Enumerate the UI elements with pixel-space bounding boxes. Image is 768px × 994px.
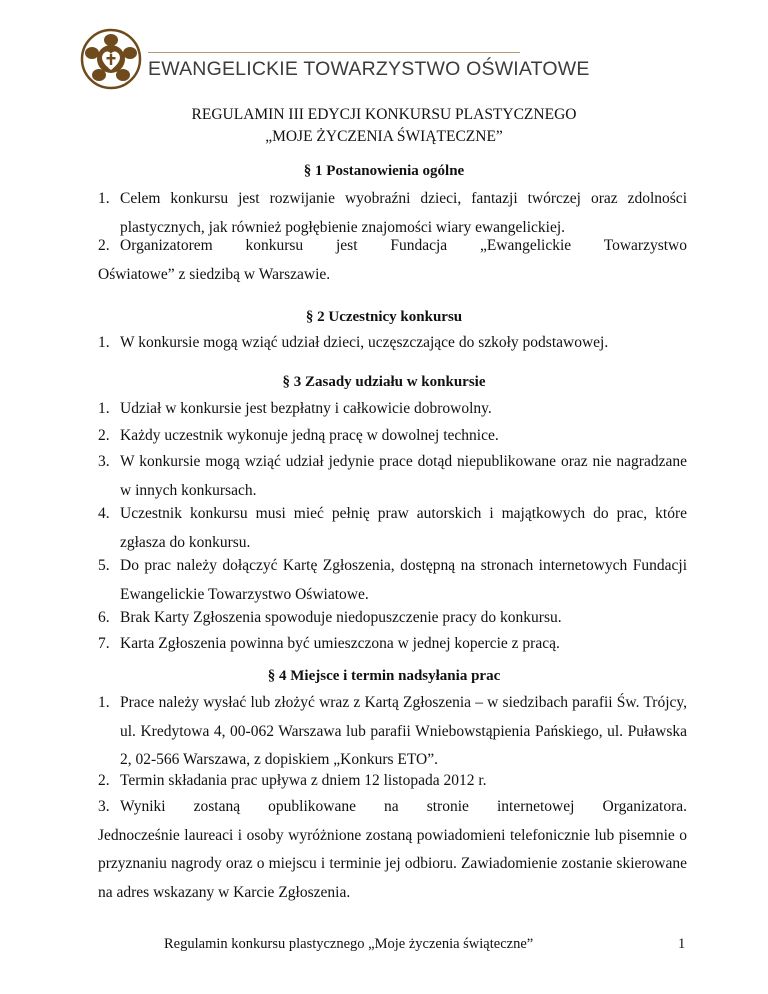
- list-item: [98, 767, 687, 796]
- document-title-line1: REGULAMIN III EDYCJI KONKURSU PLASTYCZNEGO: [191, 106, 577, 123]
- item-text: Udział w konkursie jest bezpłatny i całkowicie dobrowolny.: [120, 400, 492, 417]
- footer-text: Regulamin konkursu plastycznego „Moje życzenia świąteczne”: [164, 936, 534, 952]
- item-number: 2.: [98, 427, 110, 444]
- section-heading: § 1 Postanowienia ogólne: [303, 163, 465, 179]
- item-number: 5.: [98, 557, 110, 574]
- list-item: [98, 689, 687, 775]
- item-text: Uczestnik konkursu musi mieć pełnię praw autorskich i majątkowych do prac, które zgłasza do konkursu.: [120, 505, 687, 551]
- item-number: 7.: [98, 635, 110, 652]
- list-item: [98, 395, 687, 424]
- item-text: W konkursie mogą wziąć udział jedynie prace dotąd niepublikowane oraz nie nagradzane w innych konkursach.: [120, 453, 687, 499]
- list-item: [98, 630, 687, 659]
- item-number: 2.: [98, 772, 110, 789]
- item-text: Wyniki zostaną opublikowane na stronie internetowej Organizatora.: [120, 798, 687, 815]
- item-number: 2.: [98, 237, 110, 254]
- item-text: Brak Karty Zgłoszenia spowoduje niedopuszczenie pracy do konkursu.: [120, 609, 562, 626]
- list-item: [98, 793, 687, 907]
- header-divider: [148, 52, 520, 53]
- item-number: 1.: [98, 400, 110, 417]
- item-text-continuation: Jednocześnie laureaci i osoby wyróżnione zostaną powiadomieni telefonicznie lub pisemnie o przyznaniu nagrody oraz o miejscu i terminie jej odbioru. Zawiadomienie zostanie skierowane na adres wskazany w Karcie Zgłoszenia.: [98, 826, 687, 901]
- section-heading: § 3 Zasady udziału w konkursie: [282, 374, 486, 390]
- section-heading: § 2 Uczestnicy konkursu: [305, 309, 463, 325]
- item-text: Organizatorem konkursu jest Fundacja „Ewangelickie Towarzystwo: [120, 237, 687, 254]
- item-number: 6.: [98, 609, 110, 626]
- item-number: 3.: [98, 798, 110, 815]
- item-number: 1.: [98, 334, 110, 351]
- item-number: 3.: [98, 453, 110, 470]
- list-item: [98, 500, 687, 557]
- item-text: Do prac należy dołączyć Kartę Zgłoszenia, dostępną na stronach internetowych Fundacji Ewangelickie Towarzystwo Oświatowe.: [120, 557, 687, 603]
- list-item: [98, 552, 687, 609]
- item-number: 1.: [98, 694, 110, 711]
- item-text: Celem konkursu jest rozwijanie wyobraźni dzieci, fantazji twórczej oraz zdolności plastycznych, jak również pogłębienie znajomości wiary ewangelickiej.: [120, 190, 687, 236]
- organization-name: EWANGELICKIE TOWARZYSTWO OŚWIATOWE: [148, 58, 590, 80]
- item-number: 1.: [98, 190, 110, 207]
- section-heading: § 4 Miejsce i termin nadsyłania prac: [267, 668, 501, 684]
- item-text: Termin składania prac upływa z dniem 12 listopada 2012 r.: [120, 772, 487, 789]
- item-text: Prace należy wysłać lub złożyć wraz z Kartą Zgłoszenia – w siedzibach parafii Św. Trójcy, ul. Kredytowa 4, 00-062 Warszawa lub parafii Wniebowstąpienia Pańskiego, ul. Puławska 2, 02-566 Warszawa, z dopiskiem „Konkurs ETO”.: [120, 694, 687, 768]
- item-number: 4.: [98, 505, 110, 522]
- item-text: Każdy uczestnik wykonuje jedną pracę w dowolnej technice.: [120, 427, 499, 444]
- page-number: 1: [678, 936, 686, 952]
- list-item: [98, 329, 687, 358]
- list-item: [98, 422, 687, 451]
- list-item: [98, 232, 687, 289]
- list-item: [98, 448, 687, 505]
- luther-rose-logo-icon: [80, 28, 142, 90]
- list-item: [98, 604, 687, 633]
- item-text: W konkursie mogą wziąć udział dzieci, uczęszczające do szkoły podstawowej.: [120, 334, 609, 351]
- item-text-continuation: Oświatowe” z siedzibą w Warszawie.: [98, 265, 331, 283]
- document-title-line2: „MOJE ŻYCZENIA ŚWIĄTECZNE”: [265, 128, 503, 145]
- item-text: Karta Zgłoszenia powinna być umieszczona w jednej kopercie z pracą.: [120, 635, 560, 652]
